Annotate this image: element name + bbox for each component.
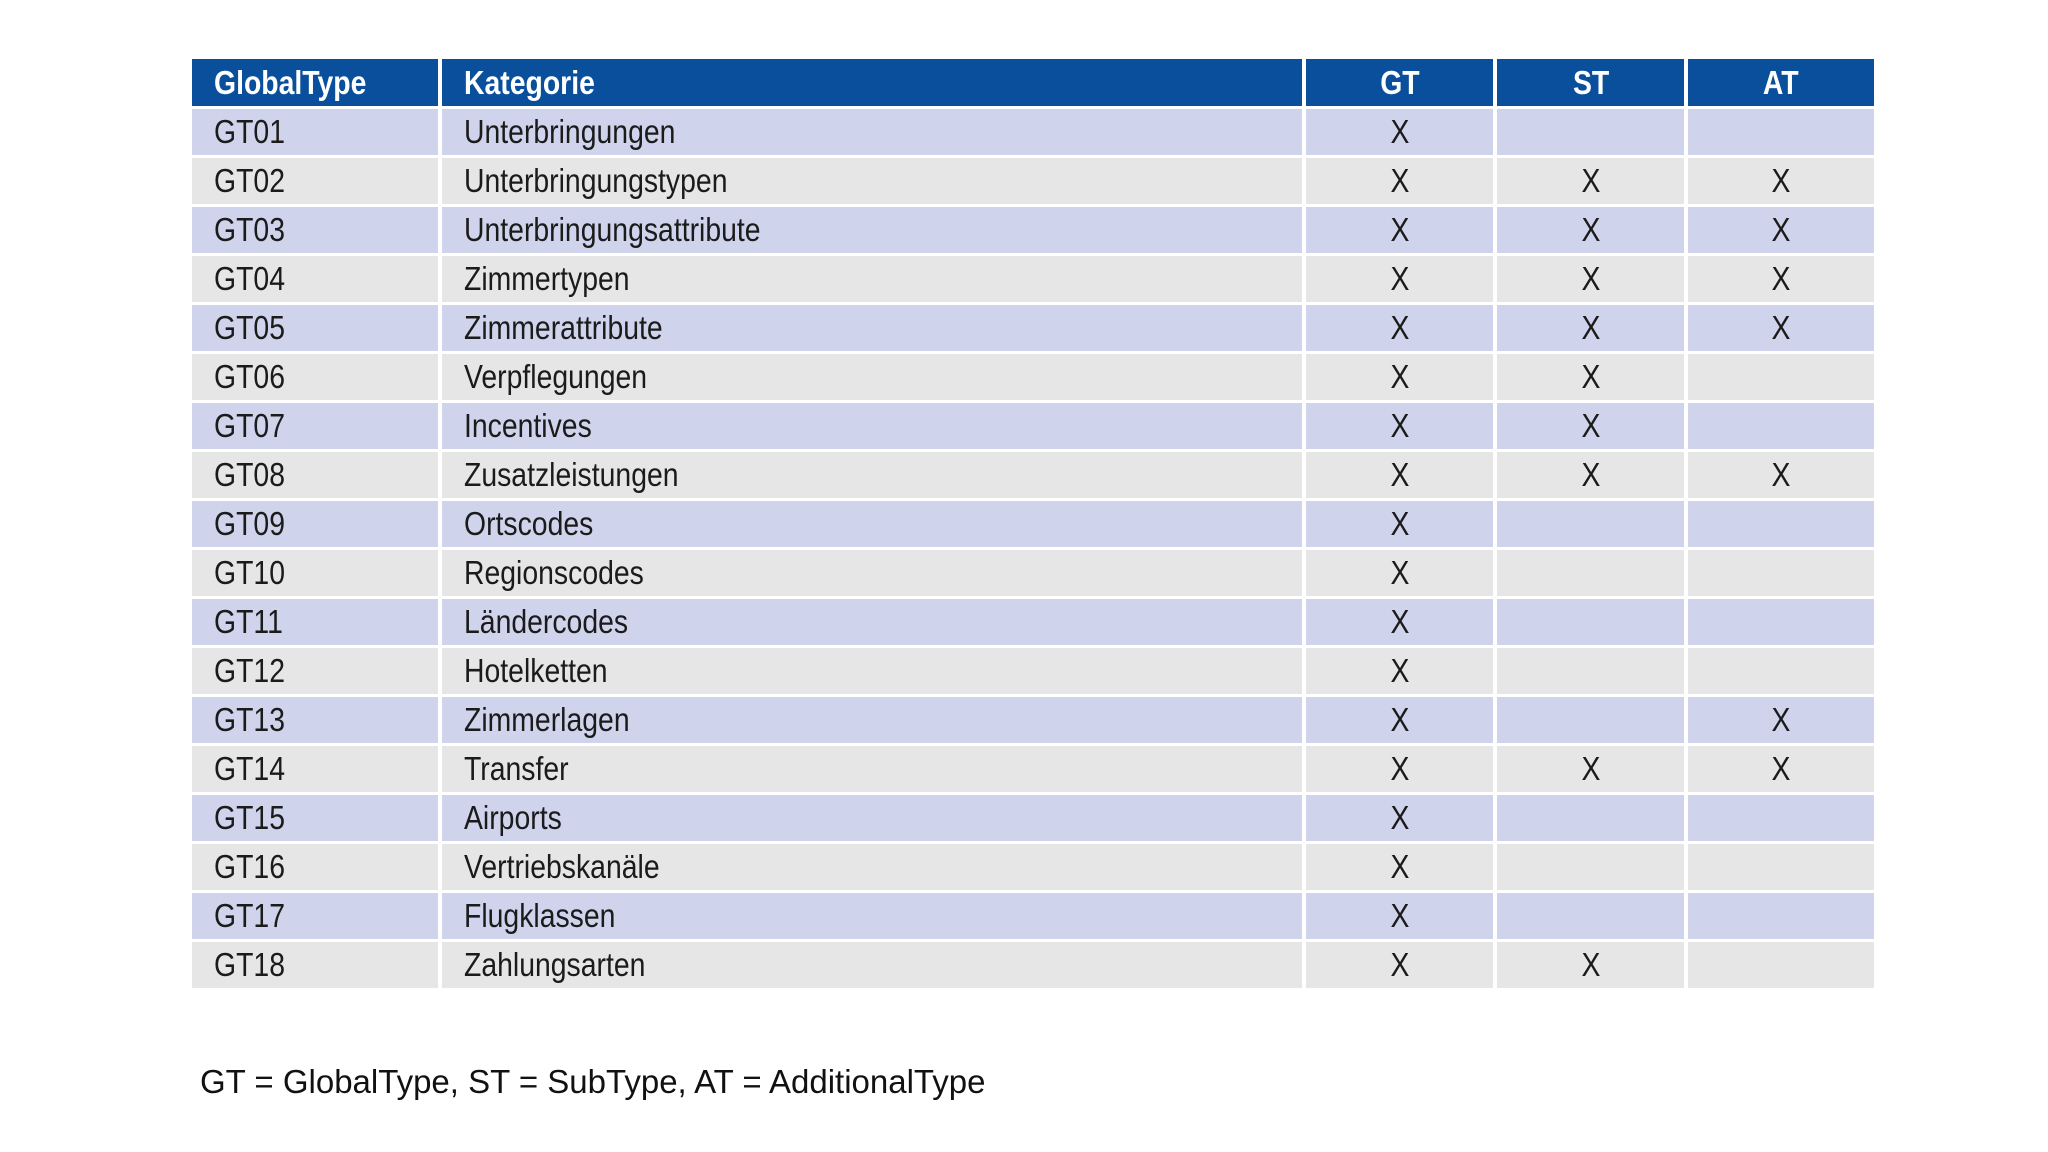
cell-kategorie: Unterbringungen <box>442 109 1302 155</box>
cell-gt: X <box>1306 893 1493 939</box>
cell-globaltype: GT12 <box>192 648 438 694</box>
cell-kategorie: Vertriebskanäle <box>442 844 1302 890</box>
cell-st: X <box>1497 942 1684 988</box>
cell-st <box>1497 550 1684 596</box>
table-row <box>192 403 1874 449</box>
cell-kategorie: Flugklassen <box>442 893 1302 939</box>
table-row <box>192 844 1874 890</box>
table-row <box>192 697 1874 743</box>
cell-st <box>1497 599 1684 645</box>
table-row <box>192 648 1874 694</box>
cell-globaltype: GT06 <box>192 354 438 400</box>
cell-st <box>1497 795 1684 841</box>
cell-gt: X <box>1306 207 1493 253</box>
cell-kategorie: Verpflegungen <box>442 354 1302 400</box>
cell-kategorie: Ländercodes <box>442 599 1302 645</box>
cell-globaltype: GT07 <box>192 403 438 449</box>
cell-at <box>1688 501 1874 547</box>
header-st: ST <box>1497 59 1684 106</box>
cell-globaltype: GT09 <box>192 501 438 547</box>
cell-gt: X <box>1306 501 1493 547</box>
cell-at <box>1688 893 1874 939</box>
cell-at <box>1688 109 1874 155</box>
cell-at: X <box>1688 452 1874 498</box>
cell-kategorie: Zimmerlagen <box>442 697 1302 743</box>
table-row <box>192 795 1874 841</box>
cell-at <box>1688 403 1874 449</box>
cell-gt: X <box>1306 109 1493 155</box>
cell-gt: X <box>1306 746 1493 792</box>
cell-st: X <box>1497 256 1684 302</box>
cell-st: X <box>1497 452 1684 498</box>
table-row <box>192 207 1874 253</box>
cell-gt: X <box>1306 599 1493 645</box>
cell-kategorie: Zimmerattribute <box>442 305 1302 351</box>
table-header-row <box>192 59 1874 106</box>
cell-at: X <box>1688 697 1874 743</box>
cell-kategorie: Hotelketten <box>442 648 1302 694</box>
cell-globaltype: GT04 <box>192 256 438 302</box>
table-body <box>192 109 1874 988</box>
cell-gt: X <box>1306 697 1493 743</box>
table-row <box>192 305 1874 351</box>
cell-gt: X <box>1306 354 1493 400</box>
cell-kategorie: Unterbringungsattribute <box>442 207 1302 253</box>
cell-at <box>1688 550 1874 596</box>
cell-gt: X <box>1306 844 1493 890</box>
cell-globaltype: GT13 <box>192 697 438 743</box>
cell-gt: X <box>1306 452 1493 498</box>
cell-globaltype: GT08 <box>192 452 438 498</box>
cell-st <box>1497 109 1684 155</box>
global-types-table <box>188 56 1878 991</box>
header-kategorie: Kategorie <box>442 59 1302 106</box>
cell-globaltype: GT15 <box>192 795 438 841</box>
table-row <box>192 109 1874 155</box>
table-row <box>192 893 1874 939</box>
cell-gt: X <box>1306 403 1493 449</box>
header-gt: GT <box>1306 59 1493 106</box>
cell-globaltype: GT02 <box>192 158 438 204</box>
table-row <box>192 550 1874 596</box>
cell-at <box>1688 942 1874 988</box>
table-row <box>192 354 1874 400</box>
legend-text: GT = GlobalType, ST = SubType, AT = AdditionalType <box>200 1063 986 1100</box>
cell-kategorie: Zusatzleistungen <box>442 452 1302 498</box>
cell-at <box>1688 795 1874 841</box>
cell-gt: X <box>1306 648 1493 694</box>
cell-globaltype: GT11 <box>192 599 438 645</box>
header-globaltype: GlobalType <box>192 59 438 106</box>
cell-st: X <box>1497 746 1684 792</box>
cell-at <box>1688 844 1874 890</box>
cell-kategorie: Ortscodes <box>442 501 1302 547</box>
cell-st <box>1497 697 1684 743</box>
cell-globaltype: GT17 <box>192 893 438 939</box>
table-row <box>192 256 1874 302</box>
cell-at: X <box>1688 158 1874 204</box>
cell-globaltype: GT14 <box>192 746 438 792</box>
cell-st <box>1497 893 1684 939</box>
cell-kategorie: Unterbringungstypen <box>442 158 1302 204</box>
table-row <box>192 158 1874 204</box>
cell-kategorie: Transfer <box>442 746 1302 792</box>
cell-gt: X <box>1306 942 1493 988</box>
cell-st: X <box>1497 305 1684 351</box>
cell-globaltype: GT01 <box>192 109 438 155</box>
cell-at <box>1688 648 1874 694</box>
cell-st: X <box>1497 207 1684 253</box>
cell-kategorie: Zahlungsarten <box>442 942 1302 988</box>
cell-st <box>1497 501 1684 547</box>
cell-gt: X <box>1306 550 1493 596</box>
table-row <box>192 599 1874 645</box>
cell-globaltype: GT03 <box>192 207 438 253</box>
header-at: AT <box>1688 59 1874 106</box>
cell-st: X <box>1497 403 1684 449</box>
cell-globaltype: GT05 <box>192 305 438 351</box>
cell-globaltype: GT10 <box>192 550 438 596</box>
cell-at: X <box>1688 746 1874 792</box>
table-row <box>192 942 1874 988</box>
cell-at: X <box>1688 207 1874 253</box>
cell-globaltype: GT18 <box>192 942 438 988</box>
cell-at: X <box>1688 256 1874 302</box>
cell-gt: X <box>1306 158 1493 204</box>
cell-at <box>1688 599 1874 645</box>
cell-kategorie: Airports <box>442 795 1302 841</box>
cell-kategorie: Incentives <box>442 403 1302 449</box>
cell-st: X <box>1497 158 1684 204</box>
cell-at <box>1688 354 1874 400</box>
cell-globaltype: GT16 <box>192 844 438 890</box>
table-row <box>192 452 1874 498</box>
cell-st: X <box>1497 354 1684 400</box>
cell-kategorie: Regionscodes <box>442 550 1302 596</box>
cell-st <box>1497 844 1684 890</box>
cell-st <box>1497 648 1684 694</box>
cell-gt: X <box>1306 256 1493 302</box>
table-row <box>192 501 1874 547</box>
cell-gt: X <box>1306 795 1493 841</box>
cell-gt: X <box>1306 305 1493 351</box>
cell-kategorie: Zimmertypen <box>442 256 1302 302</box>
table-row <box>192 746 1874 792</box>
cell-at: X <box>1688 305 1874 351</box>
